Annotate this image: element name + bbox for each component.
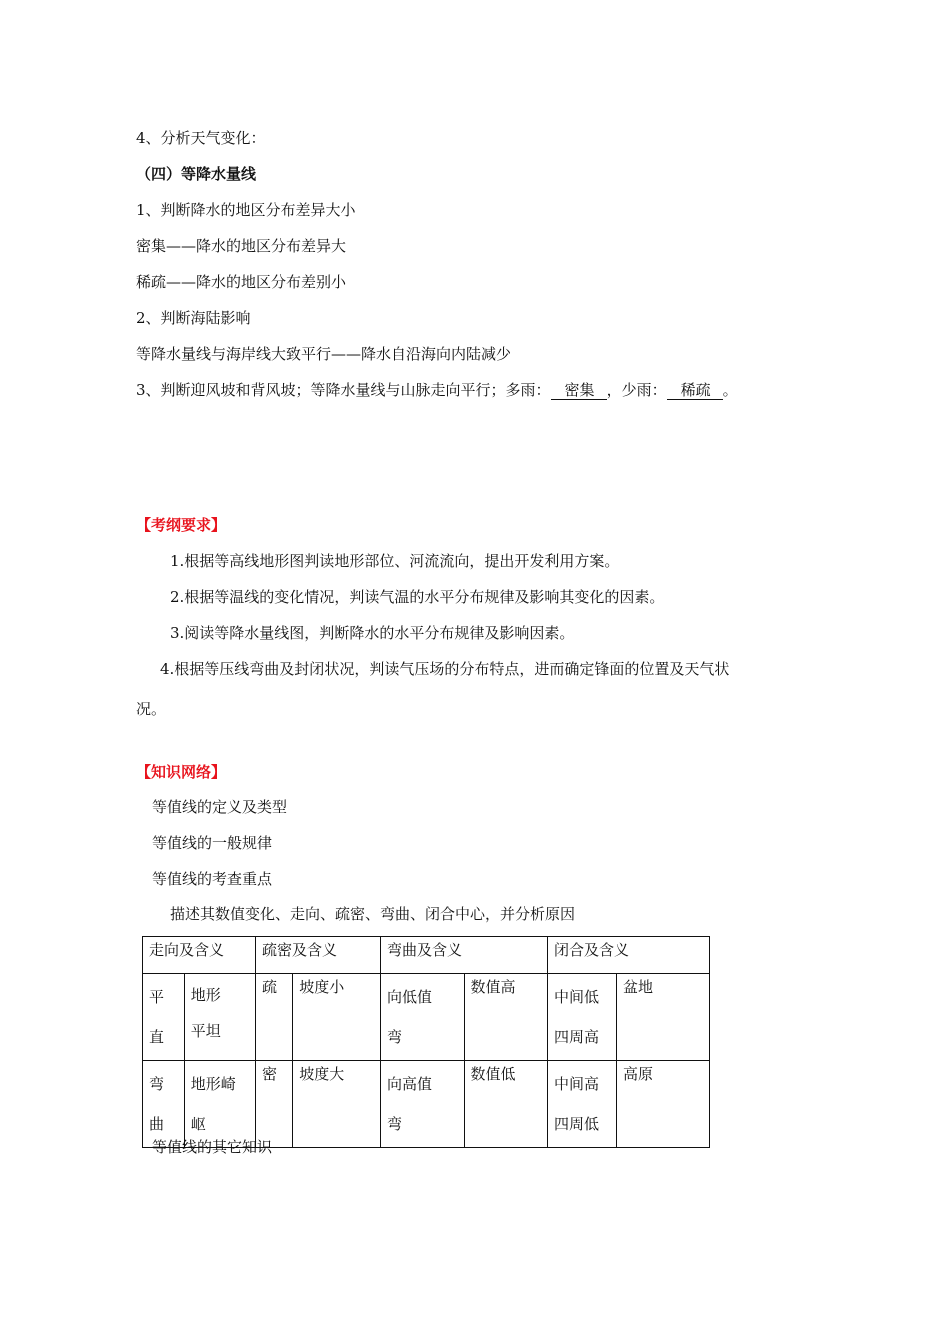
syllabus-title: 【考纲要求】 bbox=[136, 516, 227, 534]
table-row bbox=[143, 1061, 710, 1148]
item-analyze-weather: 4、分析天气变化： bbox=[136, 129, 266, 147]
table-header: 弯曲及含义 bbox=[381, 937, 548, 974]
table-cell: 中间高四周低 bbox=[548, 1061, 617, 1148]
answer-blank-dense: 密集 bbox=[551, 382, 607, 400]
table-cell: 地形平坦 bbox=[184, 974, 255, 1061]
table-cell: 高原 bbox=[617, 1061, 710, 1148]
table-header-row bbox=[143, 937, 710, 974]
network-describe: 描述其数值变化、走向、疏密、弯曲、闭合中心，并分析原因 bbox=[170, 905, 576, 923]
network-item-2: 等值线的一般规律 bbox=[152, 834, 273, 852]
table-cell: 向高值弯 bbox=[381, 1061, 465, 1148]
network-title: 【知识网络】 bbox=[136, 763, 227, 781]
answer-blank-sparse: 稀疏 bbox=[667, 382, 723, 400]
network-footer: 等值线的其它知识 bbox=[152, 1138, 273, 1156]
table-cell: 密 bbox=[256, 1061, 293, 1148]
item-sea-land: 2、判断海陆影响 bbox=[136, 309, 251, 327]
table-cell: 弯曲 bbox=[143, 1061, 185, 1148]
table-header: 疏密及含义 bbox=[256, 937, 381, 974]
table-header: 闭合及含义 bbox=[548, 937, 710, 974]
isoline-table bbox=[142, 936, 710, 1148]
table-cell: 地形崎岖 bbox=[184, 1061, 255, 1148]
syllabus-item-2: 2.根据等温线的变化情况，判读气温的水平分布规律及影响其变化的因素。 bbox=[170, 588, 665, 606]
table-cell: 坡度大 bbox=[293, 1061, 381, 1148]
network-item-1: 等值线的定义及类型 bbox=[152, 798, 288, 816]
item3-mid: ，少雨： bbox=[606, 381, 667, 399]
syllabus-item-4: 4.根据等压线弯曲及封闭状况，判读气压场的分布特点，进而确定锋面的位置及天气状 bbox=[160, 660, 730, 678]
table-cell: 坡度小 bbox=[293, 974, 381, 1061]
item-windward bbox=[136, 380, 738, 400]
table-row bbox=[143, 974, 710, 1061]
item-dense: 密集——降水的地区分布差异大 bbox=[136, 237, 347, 255]
syllabus-item-1: 1.根据等高线地形图判读地形部位、河流流向，提出开发利用方案。 bbox=[170, 552, 620, 570]
syllabus-item-4-cont: 况。 bbox=[136, 700, 167, 718]
item-sparse: 稀疏——降水的地区分布差别小 bbox=[136, 273, 347, 291]
table-cell: 中间低四周高 bbox=[548, 974, 617, 1061]
section-heading-isohyet: （四）等降水量线 bbox=[136, 165, 257, 183]
item-judge-distribution: 1、判断降水的地区分布差异大小 bbox=[136, 201, 356, 219]
table-cell: 平直 bbox=[143, 974, 185, 1061]
item3-end: 。 bbox=[722, 381, 738, 399]
syllabus-item-3: 3.阅读等降水量线图，判断降水的水平分布规律及影响因素。 bbox=[170, 624, 575, 642]
table-cell: 疏 bbox=[256, 974, 293, 1061]
network-item-3: 等值线的考查重点 bbox=[152, 870, 273, 888]
table-cell: 数值高 bbox=[464, 974, 548, 1061]
table-cell: 数值低 bbox=[464, 1061, 548, 1148]
item-parallel-coast: 等降水量线与海岸线大致平行——降水自沿海向内陆减少 bbox=[136, 345, 512, 363]
table-cell: 向低值弯 bbox=[381, 974, 465, 1061]
item3-prefix: 3、判断迎风坡和背风坡；等降水量线与山脉走向平行；多雨： bbox=[136, 381, 551, 399]
table-cell: 盆地 bbox=[617, 974, 710, 1061]
table-header: 走向及含义 bbox=[143, 937, 256, 974]
